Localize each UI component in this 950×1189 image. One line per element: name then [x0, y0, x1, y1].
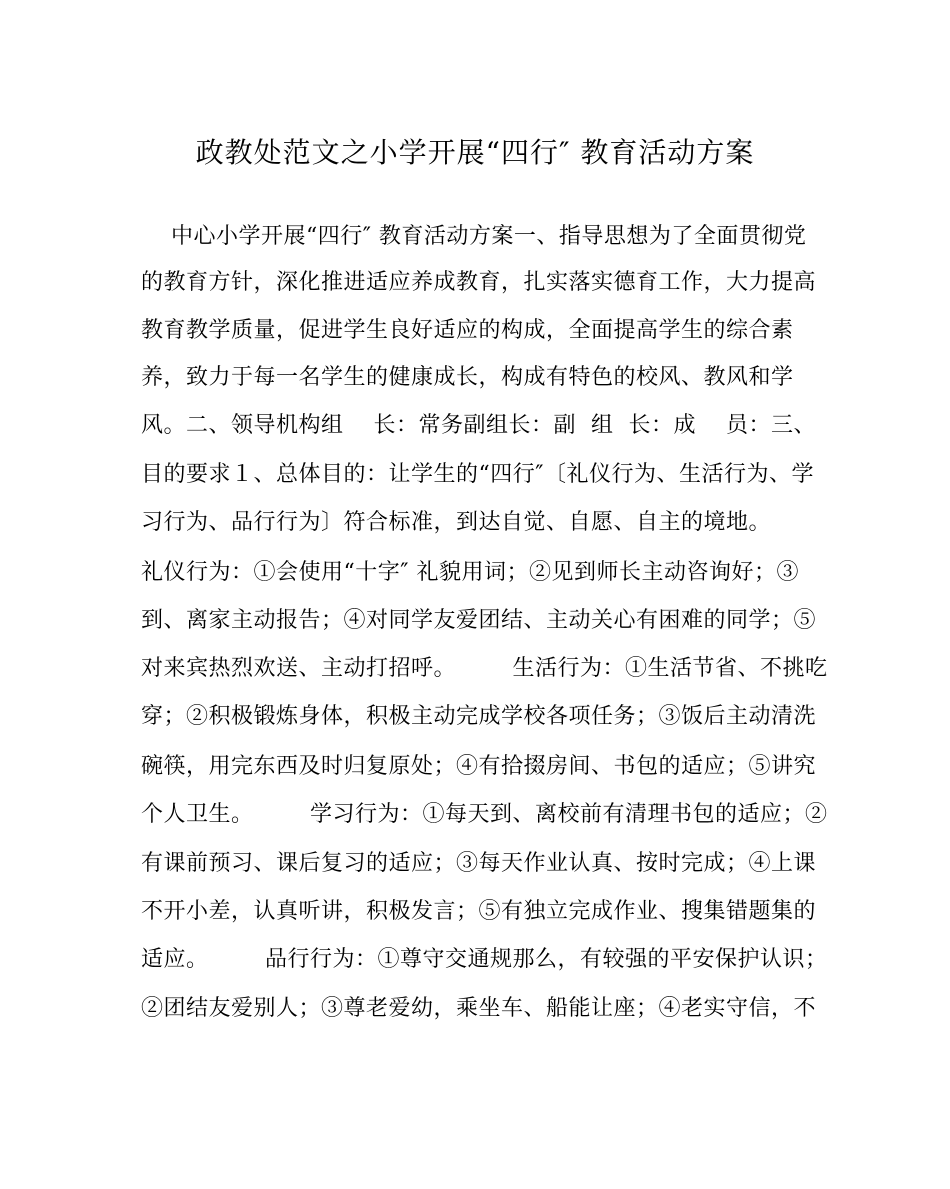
- document-title: 政教处范文之小学开展“四行″ 教育活动方案: [195, 136, 755, 169]
- paragraph-line: 到、离家主动报告；④对同学友爱团结、主动关心有困难的同学；⑤: [141, 608, 817, 633]
- paragraph-line: 穿；②积极锻炼身体，积极主动完成学校各项任务；③饭后主动清洗: [141, 704, 817, 729]
- paragraph-line: 个人卫生。 学习行为：①每天到、离校前有清理书包的适应；②: [141, 802, 828, 827]
- paragraph-line: 有课前预习、课后复习的适应；③每天作业认真、按时完成；④上课: [141, 851, 817, 876]
- paragraph-line: 对来宾热烈欢送、主动打招呼。 生活行为：①生活节省、不挑吃: [141, 656, 828, 681]
- paragraph-line: 不开小差，认真听讲，积极发言；⑤有独立完成作业、搜集错题集的: [141, 899, 817, 924]
- paragraph-line: 养，致力于每一名学生的健康成长，构成有特色的校风、教风和学: [141, 365, 794, 390]
- paragraph-line: 风。二、领导机构组 长：常务副组长：副 组 长：成 员：三、: [141, 413, 816, 438]
- paragraph-line: 习行为、品行行为〕符合标准，到达自觉、自愿、自主的境地。: [141, 510, 772, 535]
- paragraph-line: 礼仪行为：①会使用“十字″ 礼貌用词；②见到师长主动咨询好；③: [141, 560, 799, 585]
- paragraph-line: 教育教学质量，促进学生良好适应的构成，全面提高学生的综合素: [141, 318, 794, 343]
- paragraph-line: 适应。 品行行为：①尊守交通规那么，有较强的平安保护认识；: [141, 947, 828, 972]
- paragraph-line: 的教育方针，深化推进适应养成教育，扎实落实德育工作，大力提高: [141, 270, 817, 295]
- paragraph-line: 中心小学开展“四行″ 教育活动方案一、指导思想为了全面贯彻党: [141, 224, 807, 249]
- paragraph-line: 目的要求１、总体目的：让学生的“四行″〔礼仪行为、生活行为、学: [141, 462, 814, 487]
- paragraph-line: ②团结友爱别人；③尊老爱幼，乘坐车、船能让座；④老实守信，不: [141, 996, 817, 1021]
- paragraph-line: 碗筷，用完东西及时归复原处；④有拾掇房间、书包的适应；⑤讲究: [141, 754, 817, 779]
